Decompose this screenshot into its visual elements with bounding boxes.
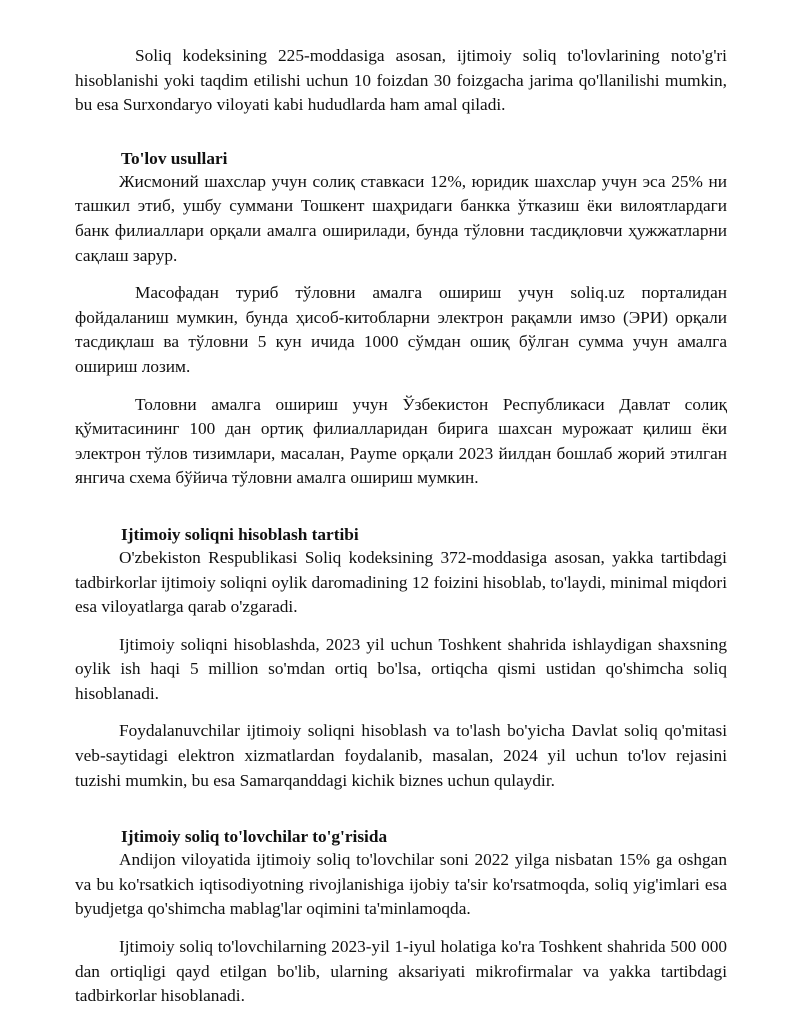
tolovchilar-paragraph-1: Andijon viloyatida ijtimoiy soliq to'lovchilar soni 2022 yilga nisbatan 15% ga oshgan va bu ko'rsatkich iqtisodiyotning rivojlanishiga ijobiy ta'sir ko'rsatmoqda, soliq yig'imlari esa byudjetga qo'shimcha mablag'lar oqimini ta'minlamoqda. [75, 850, 727, 919]
intro-paragraph: Soliq kodeksining 225-moddasiga asosan, ijtimoiy soliq to'lovlarining noto'g'ri hisoblanishi yoki taqdim etilishi uchun 10 foizdan 30 foizgacha jarima qo'llanilishi mumkin, bu esa Surxondaryo viloyati kabi hududlarda ham amal qiladi. [75, 46, 727, 115]
tolov-paragraph-3: Толовни амалга ошириш учун Ўзбекистон Республикаси Давлат солиқ қўмитасининг 100 дан ортиқ филиалларидан бирига шахсан мурожаат қилиш ёки электрон тўлов тизимлари, масалан, Payme орқали 2023 йилдан бошлаб жорий этилган янгича схема бўйича тўловни амалга ошириш мумкин. [75, 394, 727, 488]
hisoblash-paragraph-2: Ijtimoiy soliqni hisoblashda, 2023 yil uchun Toshkent shahrida ishlaydigan shaxsning oylik ish haqi 5 million so'mdan ortiq bo'lsa, ortiqcha qismi ustidan qo'shimcha soliq hisoblanadi. [75, 634, 727, 703]
hisoblash-paragraph-3: Foydalanuvchilar ijtimoiy soliqni hisoblash va to'lash bo'yicha Davlat soliq qo'mitasi veb-saytidagi elektron xizmatlardan foydalanib, masalan, 2024 yil uchun to'lov rejasini tuzishi mumkin, bu esa Samarqanddagi kichik biznes uchun qulaydir. [75, 721, 727, 790]
heading-hisoblash-tartibi: Ijtimoiy soliqni hisoblash tartibi [121, 524, 359, 544]
tolov-paragraph-1: Жисмоний шахслар учун солиқ ставкаси 12%, юридик шахслар учун эса 25% ни ташкил этиб, ушбу суммани Тошкент шаҳридаги банкка ўтказиш ёки вилоятлардаги банк филиаллари орқали амалга оширилади, бунда тўловни тасдиқловчи ҳужжатларни сақлаш зарур. [75, 171, 727, 265]
tolovchilar-paragraph-2: Ijtimoiy soliq to'lovchilarning 2023-yil 1-iyul holatiga ko'ra Toshkent shahrida 500 000 dan ortiqligi qayd etilgan bo'lib, ularning aksariyati mikrofirmalar va yakka tartibdagi tadbirkorlar hisoblanadi. [75, 937, 727, 1006]
heading-tolovchilar: Ijtimoiy soliq to'lovchilar to'g'risida [121, 827, 388, 847]
hisoblash-paragraph-1: O'zbekiston Respublikasi Soliq kodeksining 372-moddasiga asosan, yakka tartibdagi tadbirkorlar ijtimoiy soliqni oylik daromadining 12 foizini hisoblab, to'laydi, minimal miqdori esa viloyatlarga qarab o'zgaradi. [75, 547, 727, 617]
heading-tolov-usullari: To'lov usullari [121, 148, 228, 168]
tolov-paragraph-2: Масофадан туриб тўловни амалга ошириш учун soliq.uz порталидан фойдаланиш мумкин, бунда ҳисоб-китобларни электрон рақамли имзо (ЭРИ) орқали тасдиқлаш ва тўловни 5 кун ичида 1000 сўмдан ошиқ бўлган сумма учун амалга ошириш лозим. [75, 283, 727, 376]
